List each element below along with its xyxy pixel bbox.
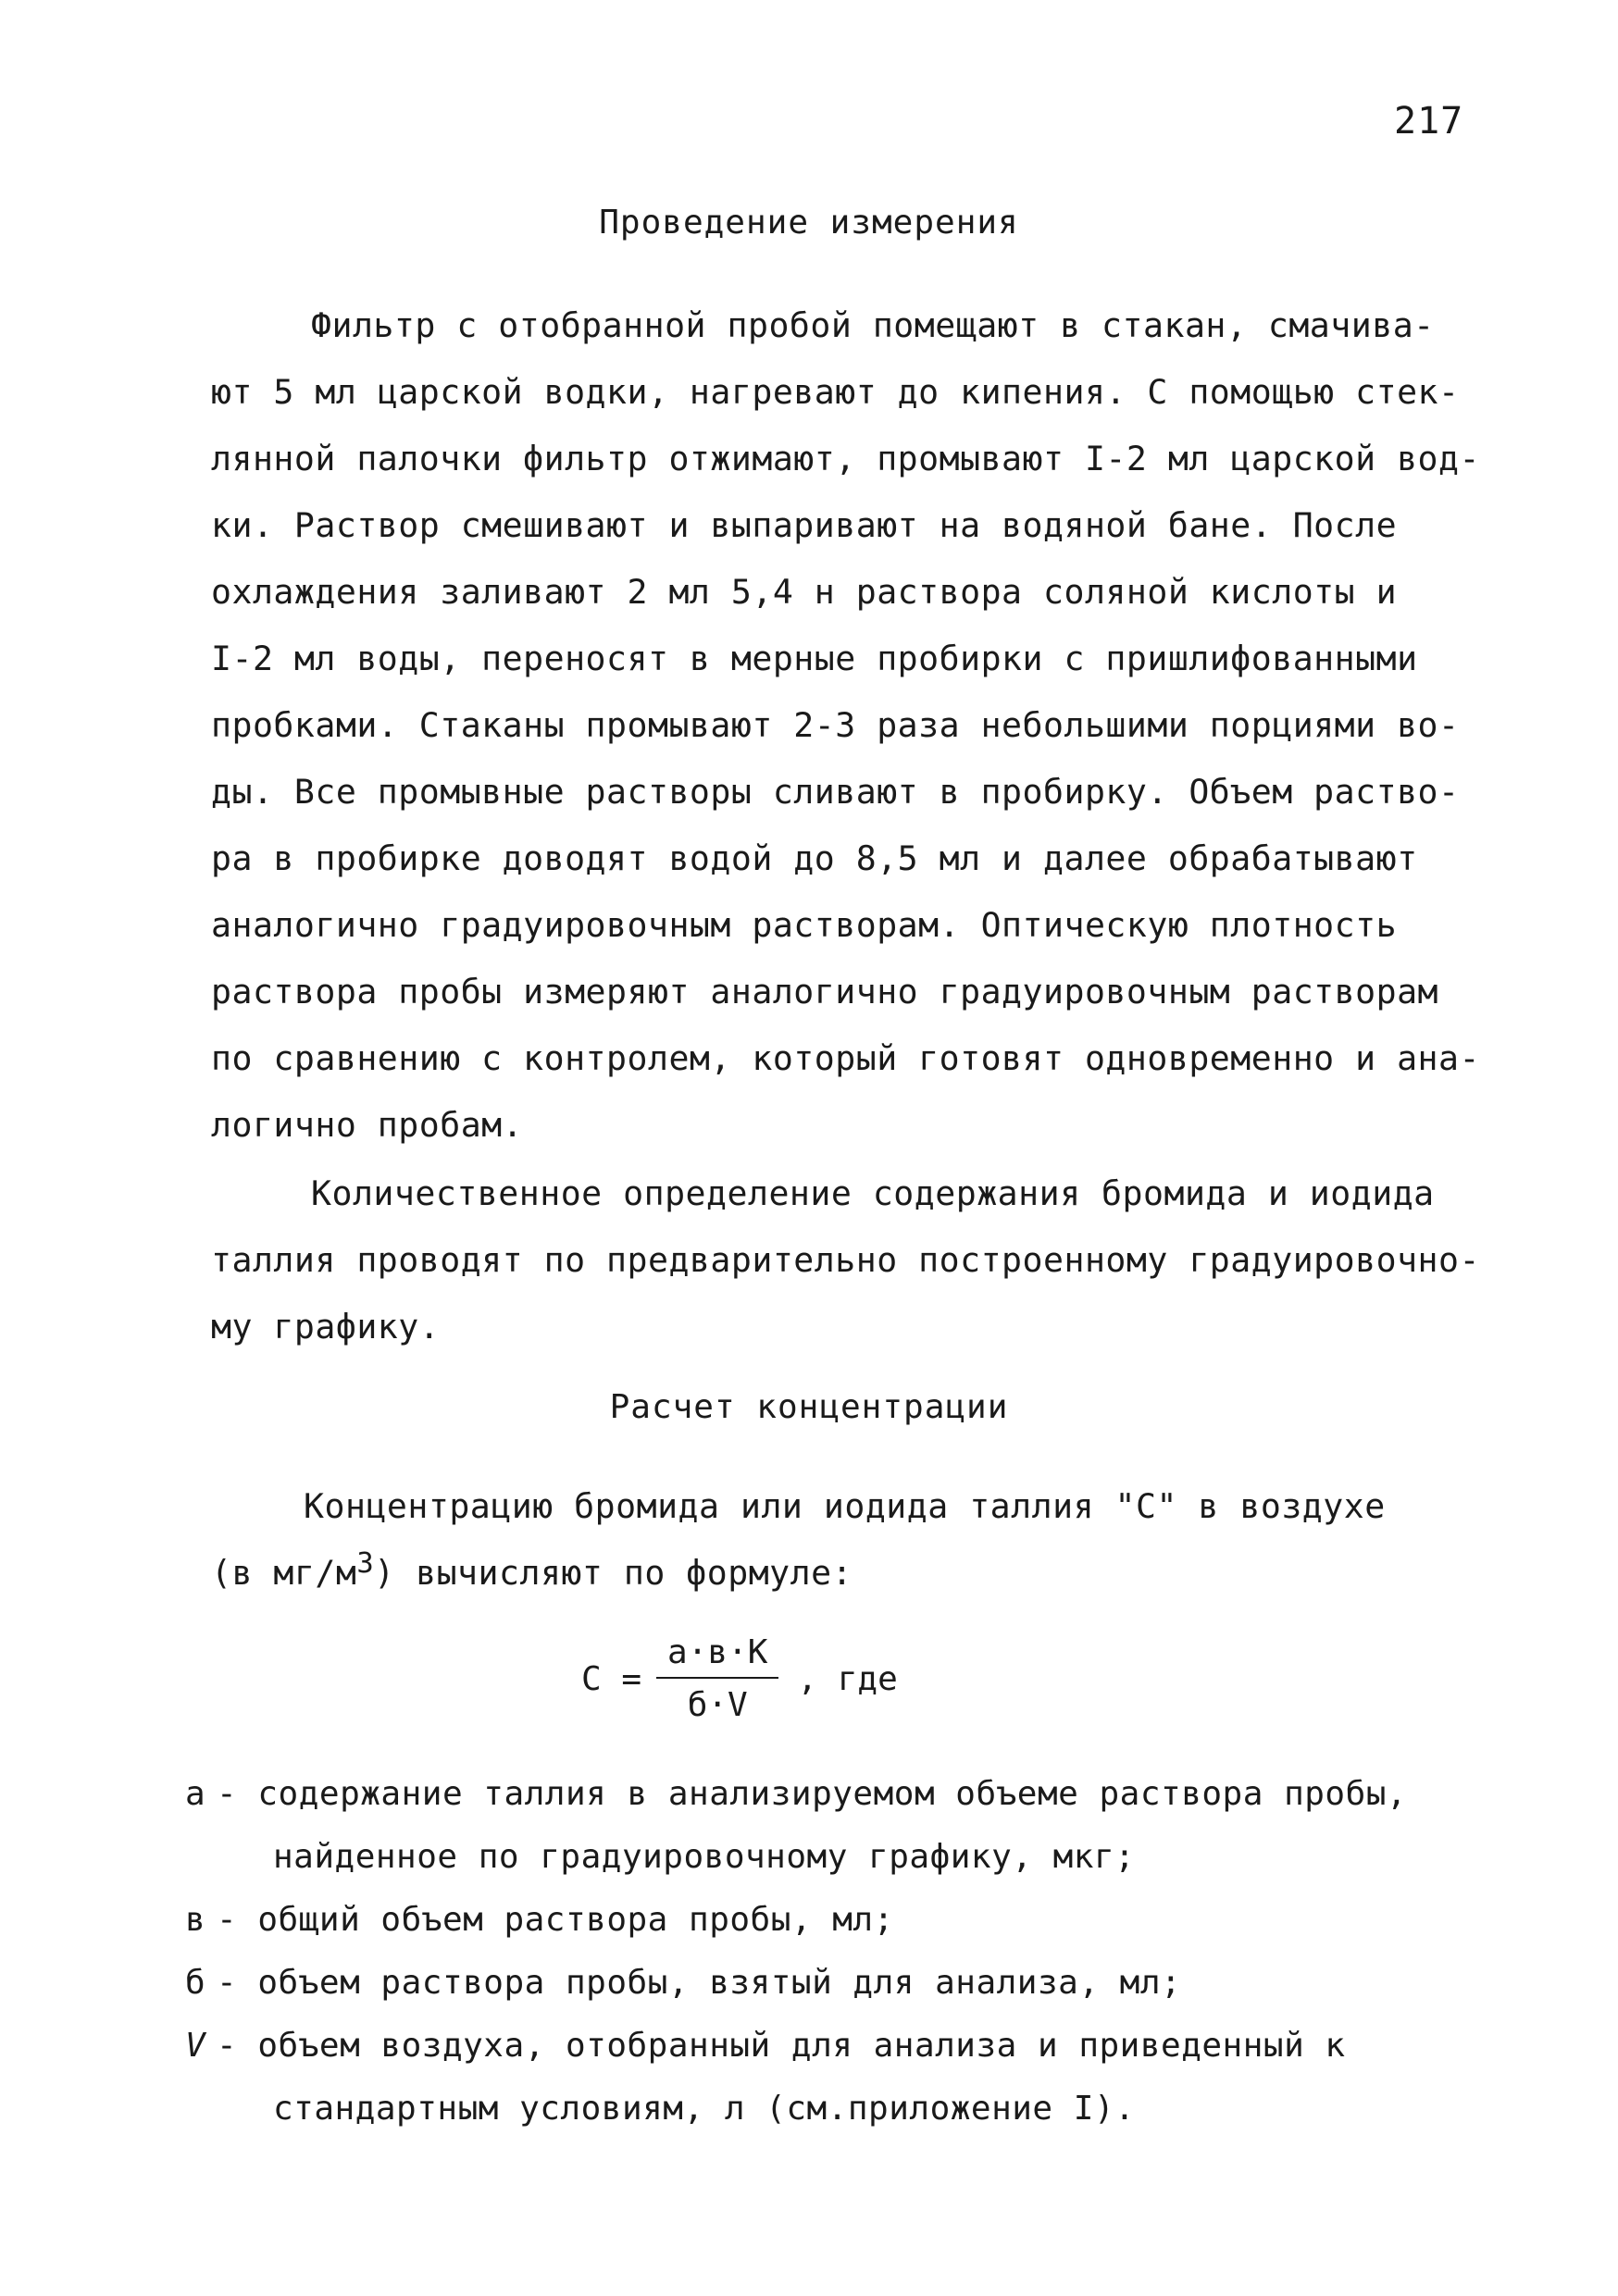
text-line: ра в пробирке доводят водой до 8,5 мл и далее обрабатывают <box>211 838 1418 878</box>
legend-symbol: а <box>185 1775 206 1813</box>
legend-symbol: V <box>185 2027 206 2065</box>
text-line: Фильтр с отобранной пробой помещают в стакан, смачива- <box>311 305 1435 345</box>
units-superscript: 3 <box>356 1547 375 1580</box>
legend-text: общий объем раствора пробы, мл; <box>257 1901 894 1939</box>
text-line: аналогично градуировочным растворам. Оптическую плотность <box>211 905 1398 945</box>
text-line: лянной палочки фильтр отжимают, промывают I-2 мл царской вод- <box>211 439 1480 478</box>
text-line: таллия проводят по предварительно построенному градуировочно- <box>211 1240 1480 1280</box>
text-line: пробками. Стаканы промывают 2-3 раза небольшими порциями во- <box>211 705 1460 745</box>
formula-suffix: , где <box>797 1659 898 1698</box>
legend-dash: - <box>217 1775 238 1813</box>
legend-item <box>185 2027 1346 2065</box>
text-line: логично пробам. <box>211 1105 524 1145</box>
legend-dash: - <box>217 1901 238 1939</box>
text-line: по сравнению с контролем, который готовят одновременно и ана- <box>211 1038 1480 1078</box>
units-suffix: ) вычисляют по формуле: <box>374 1553 853 1594</box>
text-line: ки. Раствор смешивают и выпаривают на водяной бане. После <box>211 505 1398 545</box>
legend-text: содержание таллия в анализируемом объеме раствора пробы, <box>257 1775 1408 1813</box>
section-heading-measurement: Проведение измерения <box>599 204 1019 242</box>
text-line: Концентрацию бромида или иодида таллия "С" в воздухе <box>304 1486 1386 1526</box>
legend-text: объем воздуха, отобранный для анализа и приведенный к <box>257 2027 1346 2065</box>
legend-dash: - <box>217 1964 238 2002</box>
text-line: раствора пробы измеряют аналогично градуировочным растворам <box>211 972 1439 1011</box>
legend-item <box>185 1775 1407 1813</box>
concentration-formula <box>581 1633 898 1724</box>
formula-numerator: а·в·К <box>656 1633 778 1679</box>
units-prefix: (в мг/м <box>211 1553 357 1594</box>
formula-denominator: б·V <box>687 1686 748 1724</box>
text-line <box>211 1547 853 1593</box>
text-line: ды. Все промывные растворы сливают в пробирку. Объем раство- <box>211 772 1460 812</box>
text-line: Количественное определение содержания бромида и иодида <box>311 1173 1435 1213</box>
legend-dash: - <box>217 2027 238 2065</box>
text-line: охлаждения заливают 2 мл 5,4 н раствора соляной кислоты и <box>211 572 1398 612</box>
text-line: I-2 мл воды, переносят в мерные пробирки с пришлифованными <box>211 639 1418 678</box>
section-heading-calculation: Расчет концентрации <box>609 1388 1009 1426</box>
legend-continuation: стандартным условиям, л (см.приложение I). <box>273 2090 1136 2128</box>
formula-fraction <box>656 1633 778 1724</box>
text-line: ют 5 мл царской водки, нагревают до кипения. С помощью стек- <box>211 372 1460 412</box>
text-line: му графику. <box>211 1307 441 1347</box>
legend-continuation: найденное по градуировочному графику, мкг; <box>273 1838 1136 1876</box>
legend-symbol: б <box>185 1964 206 2002</box>
legend-item <box>185 1901 894 1939</box>
legend-text: объем раствора пробы, взятый для анализа, мл; <box>257 1964 1182 2002</box>
page-number: 217 <box>1394 100 1464 143</box>
legend-symbol: в <box>185 1901 206 1939</box>
legend-item <box>185 1964 1181 2002</box>
formula-lhs: С = <box>581 1659 642 1698</box>
